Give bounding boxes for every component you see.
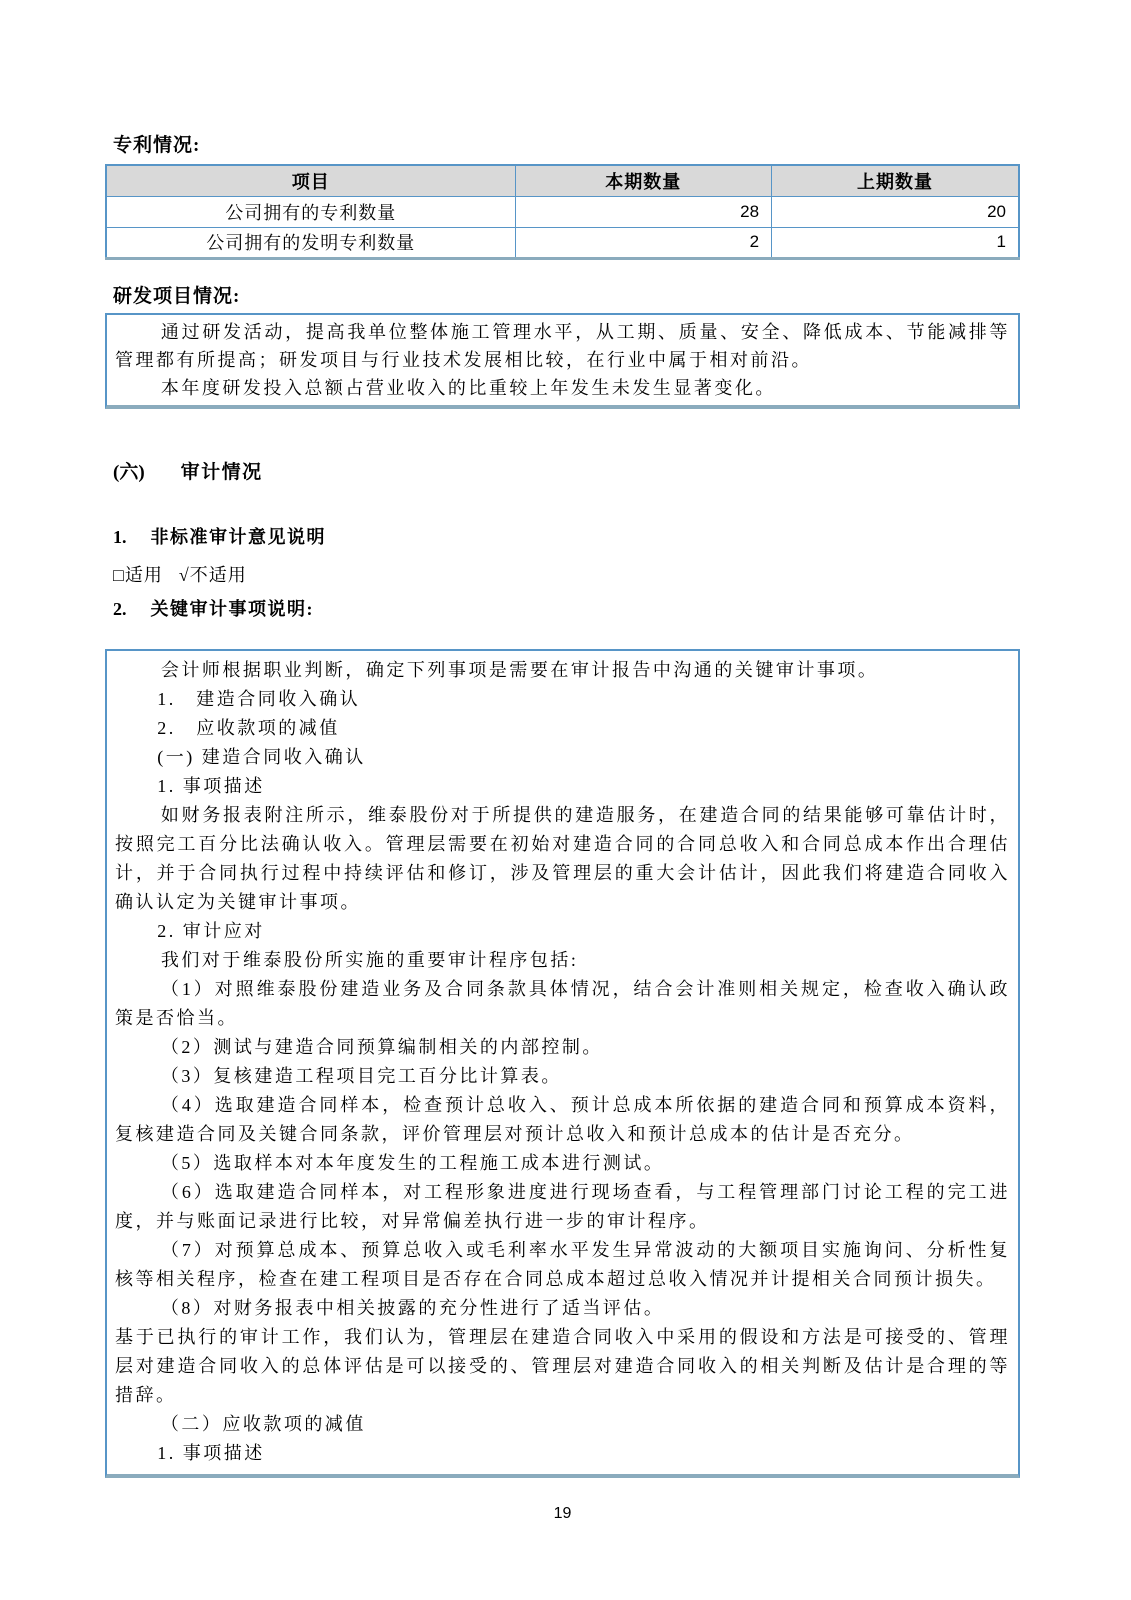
audit-paragraph: 基于已执行的审计工作，我们认为，管理层在建造合同收入中采用的假设和方法是可接受的、管理层对建造合同收入的总体评估是可以接受的、管理层对建造合同收入的相关判断及估计是合理的等措辞。: [115, 1326, 1010, 1405]
patent-heading: 专利情况:: [113, 135, 201, 156]
invention-patent-count-label: 公司拥有的发明专利数量: [106, 227, 515, 258]
audit-paragraph: （5）选取样本对本年度发生的工程施工成本进行测试。: [160, 1152, 665, 1173]
invention-patent-count-current: 2: [515, 227, 772, 258]
patent-table-header-previous: 上期数量: [772, 165, 1019, 196]
applicable-label: 适用: [124, 564, 163, 585]
patent-count-previous: 20: [772, 196, 1019, 227]
key-audit-matters-heading: [113, 598, 1020, 620]
audit-paragraph: 我们对于维泰股份所实施的重要审计程序包括:: [160, 949, 579, 970]
rd-heading: 研发项目情况:: [113, 285, 241, 307]
rd-text-box: [105, 313, 1020, 409]
audit-section-heading: [113, 461, 1020, 485]
page-number: 19: [553, 1504, 572, 1522]
patent-count-current: 28: [515, 196, 772, 227]
checkbox-unchecked-icon: □: [113, 564, 125, 585]
invention-patent-count-previous: 1: [772, 227, 1019, 258]
audit-paragraph: （2）测试与建造合同预算编制相关的内部控制。: [160, 1036, 603, 1057]
audit-list-item: 2. 应收款项的减值: [157, 717, 340, 738]
audit-paragraph: （7）对预算总成本、预算总收入或毛利率水平发生异常波动的大额项目实施询问、分析性复核等相关程序，检查在建工程项目是否存在合同总成本超过总收入情况并计提相关合同预计损失。: [115, 1239, 1010, 1289]
nonstandard-opinion-heading: [113, 526, 1020, 548]
section-title: 审计情况: [180, 461, 263, 483]
section-number: (六): [113, 461, 145, 483]
item-number: 1.: [113, 526, 127, 547]
audit-list-item: 1. 建造合同收入确认: [157, 688, 361, 709]
item-number: 2.: [113, 598, 127, 619]
audit-paragraph: （4）选取建造合同样本，检查预计总收入、预计总成本所依据的建造合同和预算成本资料，复核建造合同及关键合同条款，评价管理层对预计总收入和预计总成本的估计是否充分。: [115, 1094, 1010, 1144]
patent-table-header-item: 项目: [106, 165, 515, 196]
audit-subheading: 1. 事项描述: [157, 775, 265, 796]
audit-paragraph: （1）对照维泰股份建造业务及合同条款具体情况，结合会计准则相关规定，检查收入确认政策是否恰当。: [115, 978, 1010, 1028]
applicability-line: [113, 564, 1020, 586]
audit-paragraph: （8）对财务报表中相关披露的充分性进行了适当评估。: [160, 1297, 665, 1318]
table-row: [106, 196, 1019, 227]
audit-paragraph: 如财务报表附注所示，维泰股份对于所提供的建造服务，在建造合同的结果能够可靠估计时，按照完工百分比法确认收入。管理层需要在初始对建造合同的合同总收入和合同总成本作出合理估计，并于合同执行过程中持续评估和修订，涉及管理层的重大会计估计，因此我们将建造合同收入确认认定为关键审计事项。: [115, 804, 1010, 912]
patent-count-label: 公司拥有的专利数量: [106, 196, 515, 227]
audit-paragraph: （3）复核建造工程项目完工百分比计算表。: [160, 1065, 562, 1086]
audit-paragraph: 会计师根据职业判断，确定下列事项是需要在审计报告中沟通的关键审计事项。: [160, 659, 879, 680]
audit-subheading: （二）应收款项的减值: [160, 1413, 366, 1434]
audit-subheading: 1. 事项描述: [157, 1442, 265, 1463]
audit-paragraph: （6）选取建造合同样本，对工程形象进度进行现场查看，与工程管理部门讨论工程的完工进度，并与账面记录进行比较，对异常偏差执行进一步的审计程序。: [115, 1181, 1010, 1231]
patent-table-header-current: 本期数量: [515, 165, 772, 196]
check-mark-icon: √: [178, 564, 190, 585]
table-row: [106, 227, 1019, 258]
rd-paragraph: 本年度研发投入总额占营业收入的比重较上年发生未发生显著变化。: [160, 377, 776, 398]
patent-table-header-row: [106, 165, 1019, 196]
audit-subheading: (一) 建造合同收入确认: [157, 746, 366, 767]
not-applicable-label: 不适用: [189, 564, 247, 585]
rd-paragraph: 通过研发活动，提高我单位整体施工管理水平，从工期、质量、安全、降低成本、节能减排等管理都有所提高；研发项目与行业技术发展相比较，在行业中属于相对前沿。: [115, 321, 1010, 370]
audit-subheading: 2. 审计应对: [157, 920, 265, 941]
item-title: 非标准审计意见说明: [150, 526, 326, 547]
audit-text-box: [105, 649, 1020, 1478]
item-title: 关键审计事项说明:: [150, 598, 314, 619]
patent-table: [105, 164, 1020, 260]
